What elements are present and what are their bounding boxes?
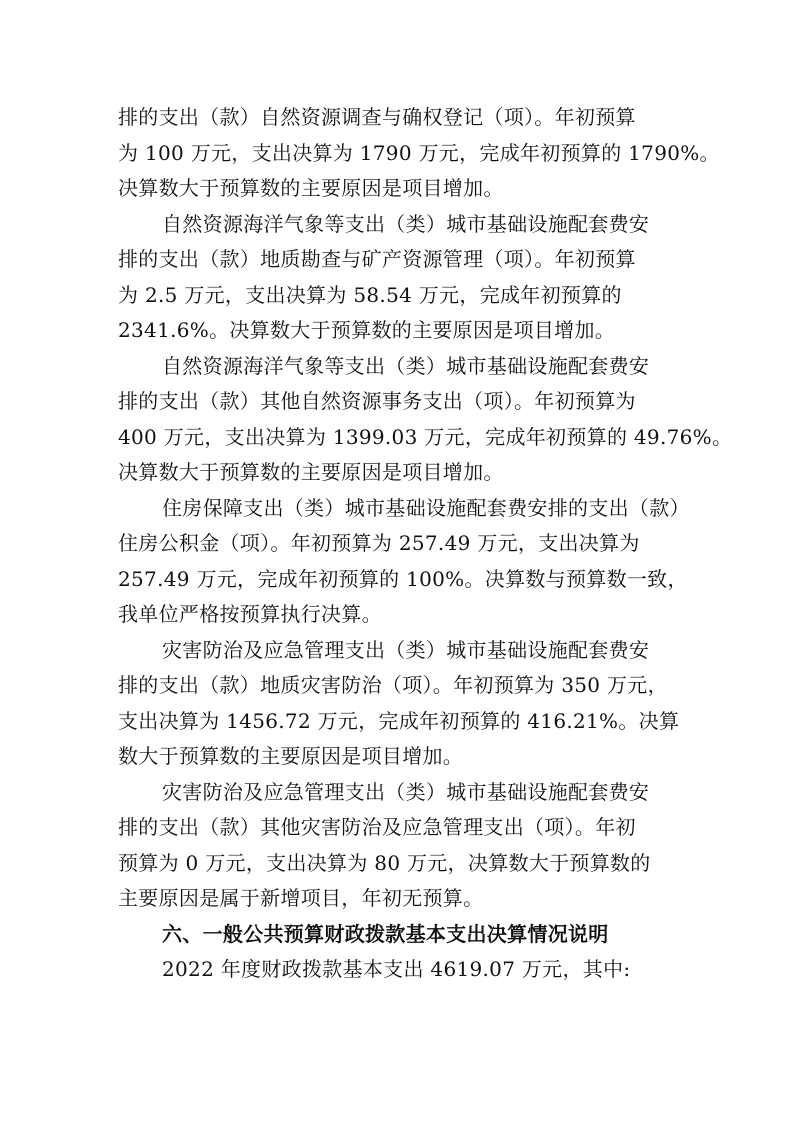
section-heading <box>118 917 690 953</box>
text-line: 自然资源海洋气象等支出（类）城市基础设施配套费安 <box>162 353 650 378</box>
text-line: 排的支出（款）地质灾害防治（项）。年初预算为 350 万元， <box>118 673 668 697</box>
text-line: 决算数大于预算数的主要原因是项目增加。 <box>118 176 504 200</box>
text-line: 决算数大于预算数的主要原因是项目增加。 <box>118 460 504 484</box>
text-line: 住房保障支出（类）城市基础设施配套费安排的支出（款） <box>162 495 690 520</box>
section-heading-text: 六、一般公共预算财政拨款基本支出决算情况说明 <box>162 921 609 946</box>
text-line: 为 2.5 万元，支出决算为 58.54 万元，完成年初预算的 <box>118 282 622 307</box>
paragraph-other-disaster-emergency <box>118 775 690 917</box>
text-line: 2341.6%。决算数大于预算数的主要原因是项目增加。 <box>118 318 616 342</box>
text-line: 排的支出（款）其他自然资源事务支出（项）。年初预算为 <box>118 389 636 413</box>
paragraph-geological-exploration <box>118 207 690 349</box>
text-line: 为 100 万元，支出决算为 1790 万元，完成年初预算的 1790%。 <box>118 140 720 165</box>
text-line: 灾害防治及应急管理支出（类）城市基础设施配套费安 <box>162 637 650 662</box>
text-line: 排的支出（款）地质勘查与矿产资源管理（项）。年初预算 <box>118 247 636 271</box>
paragraph-other-natural-resources <box>118 349 733 491</box>
paragraph-geological-disaster <box>118 633 690 775</box>
text-line: 预算为 0 万元，支出决算为 80 万元，决算数大于预算数的 <box>118 850 651 875</box>
document-body <box>118 100 733 988</box>
text-line: 257.49 万元，完成年初预算的 100%。决算数与预算数一致， <box>118 566 688 591</box>
paragraph-natural-resources-survey <box>118 100 720 207</box>
paragraph-basic-expenditure <box>118 952 690 988</box>
text-line: 400 万元，支出决算为 1399.03 万元，完成年初预算的 49.76%。 <box>118 424 733 449</box>
text-line: 自然资源海洋气象等支出（类）城市基础设施配套费安 <box>162 211 650 236</box>
text-line: 主要原因是属于新增项目，年初无预算。 <box>118 886 484 910</box>
paragraph-housing-fund <box>118 491 690 633</box>
text-line: 住房公积金（项）。年初预算为 257.49 万元，支出决算为 <box>118 531 640 555</box>
text-line: 2022 年度财政拨款基本支出 4619.07 万元，其中: <box>162 957 631 981</box>
text-line: 数大于预算数的主要原因是项目增加。 <box>118 744 464 768</box>
text-line: 排的支出（款）其他灾害防治及应急管理支出（项）。年初 <box>118 815 636 839</box>
text-line: 支出决算为 1456.72 万元，完成年初预算的 416.21%。决算 <box>118 708 680 733</box>
text-line: 排的支出（款）自然资源调查与确权登记（项）。年初预算 <box>118 105 636 129</box>
text-line: 我单位严格按预算执行决算。 <box>118 602 382 626</box>
text-line: 灾害防治及应急管理支出（类）城市基础设施配套费安 <box>162 779 650 804</box>
